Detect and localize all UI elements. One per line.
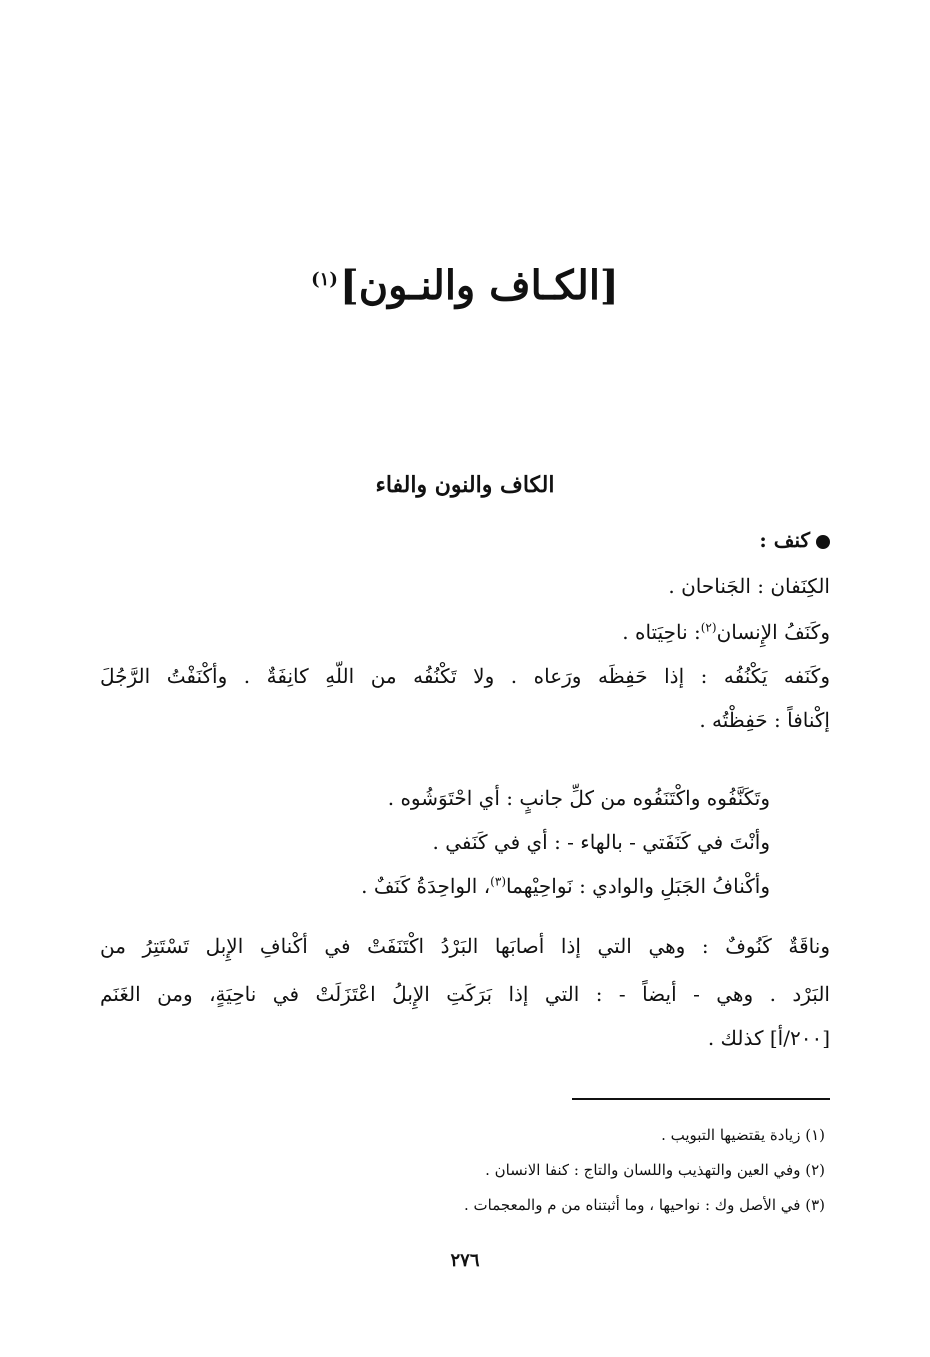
text-line-4: إكْنافاً : حَفِظْتُه . bbox=[699, 708, 830, 732]
footnote-ref-2: (٢) bbox=[700, 620, 717, 635]
entry-headword: كنف : bbox=[759, 528, 810, 552]
chapter-title-text: [الكـاف والنـون] bbox=[339, 262, 619, 309]
footnote-2: (٢) وفي العين والتهذيب واللسان والتاج : كنفا الانسان . bbox=[485, 1161, 825, 1179]
footnote-1: (١) زيادة يقتضيها التبويب . bbox=[661, 1126, 825, 1144]
page-number: ٢٧٦ bbox=[450, 1250, 480, 1271]
section-title: الكاف والنون والفاء bbox=[375, 472, 555, 498]
text-line-7-end: ، الواحِدَةُ كَنَفٌ . bbox=[361, 874, 491, 898]
footnote-3: (٣) في الأصل وك : نواحيها ، وما أثبتناه من م والمعجمات . bbox=[463, 1196, 825, 1214]
text-line-2-start: وكَنَفُ الإِنسان bbox=[716, 620, 830, 644]
footnote-ref-3: (٣) bbox=[490, 874, 506, 889]
chapter-footnote-ref: (١) bbox=[311, 268, 338, 290]
text-line-7 bbox=[361, 874, 770, 898]
bullet-icon bbox=[816, 535, 830, 549]
text-line-3: وكَنَفه يَكْنُفُه : إذا حَفِظَه ورَعاه . ولا تَكْنُفُه من اللّهِ كانِفَةٌ . وأكْنَفْتُ الرَّجُلَ bbox=[100, 664, 830, 688]
text-line-5: وتَكَنَّفُوه واكْتَنَفُوه من كلِّ جانبٍ : أي احْتَوَشُوه . bbox=[387, 786, 770, 810]
text-line-10: [٢٠٠/أ] كذلك . bbox=[707, 1026, 830, 1050]
chapter-title bbox=[0, 262, 930, 309]
entry-heading bbox=[759, 528, 830, 552]
footnote-divider bbox=[572, 1098, 830, 1100]
text-line-7-start: وأكْنافُ الجَبَلِ والوادي : نَواحِيْهما bbox=[506, 874, 770, 898]
text-line-1: الكِنَفان : الجَناحان . bbox=[668, 574, 830, 598]
text-line-6: وأنْتَ في كَنَفَتي - بالهاء - : أي في كَنَفي . bbox=[432, 830, 770, 854]
text-line-8: وناقَةٌ كَنُوفٌ : وهي التي إذا أصابَها البَرْدُ اكْتَنَفَتْ في أكْنافِ الإِبل تَسْتَتِرُ من bbox=[100, 934, 830, 958]
text-line-9: البَرْد . وهي - أيضاً - : التي إذا بَرَكَتِ الإِبلُ اعْتَزَلَتْ في ناحِيَةٍ، ومن الغَنَم bbox=[100, 982, 830, 1006]
text-line-2 bbox=[622, 620, 830, 644]
text-line-2-end: : ناحِيَتاه . bbox=[622, 620, 701, 644]
